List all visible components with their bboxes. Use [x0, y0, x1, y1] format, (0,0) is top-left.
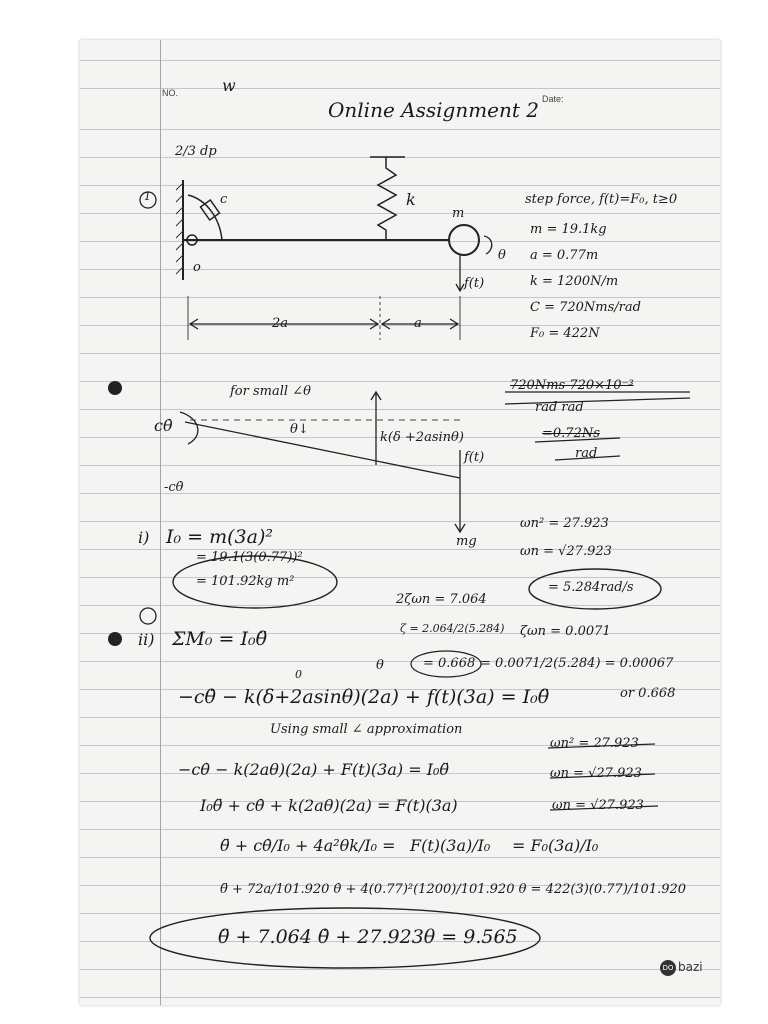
- fbd-weight: mg: [456, 534, 477, 549]
- small-angle-note: Using small ∠ approximation: [270, 722, 463, 737]
- force-label: f(t): [464, 276, 485, 291]
- zero-annotation: 0: [295, 668, 302, 681]
- zeta-fraction: ζ = 2.064/2(5.284): [400, 622, 505, 635]
- question-number-1: 1: [144, 190, 151, 203]
- given-mass: m = 19.1kg: [530, 222, 607, 237]
- fbd-spring-force: k(δ +2asinθ): [380, 430, 464, 445]
- conversion-line-1: 720Nms 720×10⁻³: [510, 378, 634, 393]
- mass-label: m: [452, 206, 465, 221]
- zeta-2zw: 2ζωn = 7.064: [396, 592, 487, 607]
- span-a-label: a: [414, 316, 422, 331]
- conversion-line-4: rad: [575, 446, 598, 461]
- inertia-substitution: = 19.1(3(0.77))²: [196, 550, 303, 565]
- inertia-result: = 101.92kg m²: [196, 574, 295, 589]
- equation-rearranged: I₀θ̈ + cθ̇ + k(2aθ)(2a) = F(t)(3a): [200, 796, 458, 815]
- bullet-2: [108, 632, 122, 646]
- zeta-or: or 0.668: [620, 686, 676, 701]
- fbd-damping-moment: cθ̇: [154, 416, 173, 435]
- given-step-force: step force, f(t)=F₀, t≥0: [525, 192, 678, 207]
- page-title: Online Assignment 2: [328, 98, 539, 122]
- equation-numeric: θ̈ + 72a/101.920 θ̇ + 4(0.77)²(1200)/101.920 θ = 422(3)(0.77)/101.920: [220, 882, 687, 897]
- dp-note: 2/3 dp: [175, 144, 217, 159]
- notebook-page: [80, 40, 720, 1005]
- scanner-logo: DO: [660, 960, 676, 976]
- equation-normalized-right: = F₀(3a)/I₀: [512, 836, 599, 855]
- spring-label: k: [406, 190, 416, 209]
- equation-linearized: −cθ̇ − k(2aθ)(2a) + F(t)(3a) = I₀θ̈: [178, 760, 450, 779]
- final-equation: θ̈ + 7.064 θ̇ + 27.923θ = 9.565: [218, 926, 518, 948]
- beam-diagram: [80, 40, 720, 1005]
- given-k: k = 1200N/m: [530, 274, 619, 289]
- given-f0: F₀ = 422N: [530, 326, 600, 341]
- given-c: C = 720Nms/rad: [530, 300, 641, 315]
- equation-normalized-left: θ̈ + cθ̇/I₀ + 4a²θk/I₀ =: [220, 836, 396, 855]
- given-a: a = 0.77m: [530, 248, 599, 263]
- side-omega-root-2: ωn = √27.923: [552, 798, 644, 813]
- fbd-minus-damping: -cθ̇: [164, 480, 184, 495]
- fbd-small-angle-note: for small ∠θ: [230, 384, 311, 399]
- damper-label: c: [220, 192, 228, 207]
- moment-sum: ΣM₀ = I₀θ̈: [172, 628, 268, 650]
- fbd-applied-force: f(t): [464, 450, 485, 465]
- no-value: w: [222, 76, 236, 95]
- inertia-formula: I₀ = m(3a)²: [166, 526, 273, 548]
- bullet-1: [108, 381, 122, 395]
- omega-result: = 5.284rad/s: [548, 580, 634, 595]
- no-label: NO.: [162, 88, 179, 98]
- zeta-alt: = 0.0071/2(5.284) = 0.00067: [480, 656, 674, 671]
- scanner-logo-text: bazi: [678, 960, 703, 974]
- theta-annotation: θ: [376, 658, 384, 673]
- omega-root: ωn = √27.923: [520, 544, 612, 559]
- equation-normalized-mid: F(t)(3a)/I₀: [410, 836, 491, 855]
- span-2a-label: 2a: [272, 316, 289, 331]
- zeta-value: = 0.668: [423, 656, 476, 671]
- part-ii-label: ii): [138, 630, 155, 649]
- equation-full: −cθ̇ − k(δ+2asinθ)(2a) + f(t)(3a) = I₀θ̈: [178, 686, 550, 708]
- fbd-theta-label: θ↓: [290, 422, 309, 437]
- side-omega-root: ωn = √27.923: [550, 766, 642, 781]
- pivot-label: o: [193, 260, 201, 275]
- rotation-label: θ: [498, 248, 506, 263]
- side-omega-squared: ωn² = 27.923: [550, 736, 639, 751]
- conversion-line-2: rad rad: [535, 400, 584, 415]
- conversion-line-3: =0.72Ns: [542, 426, 600, 441]
- omega-squared: ωn² = 27.923: [520, 516, 609, 531]
- date-label: Date:: [542, 94, 564, 104]
- part-i-label: i): [138, 528, 150, 547]
- zeta-omega: ζωn = 0.0071: [520, 624, 611, 639]
